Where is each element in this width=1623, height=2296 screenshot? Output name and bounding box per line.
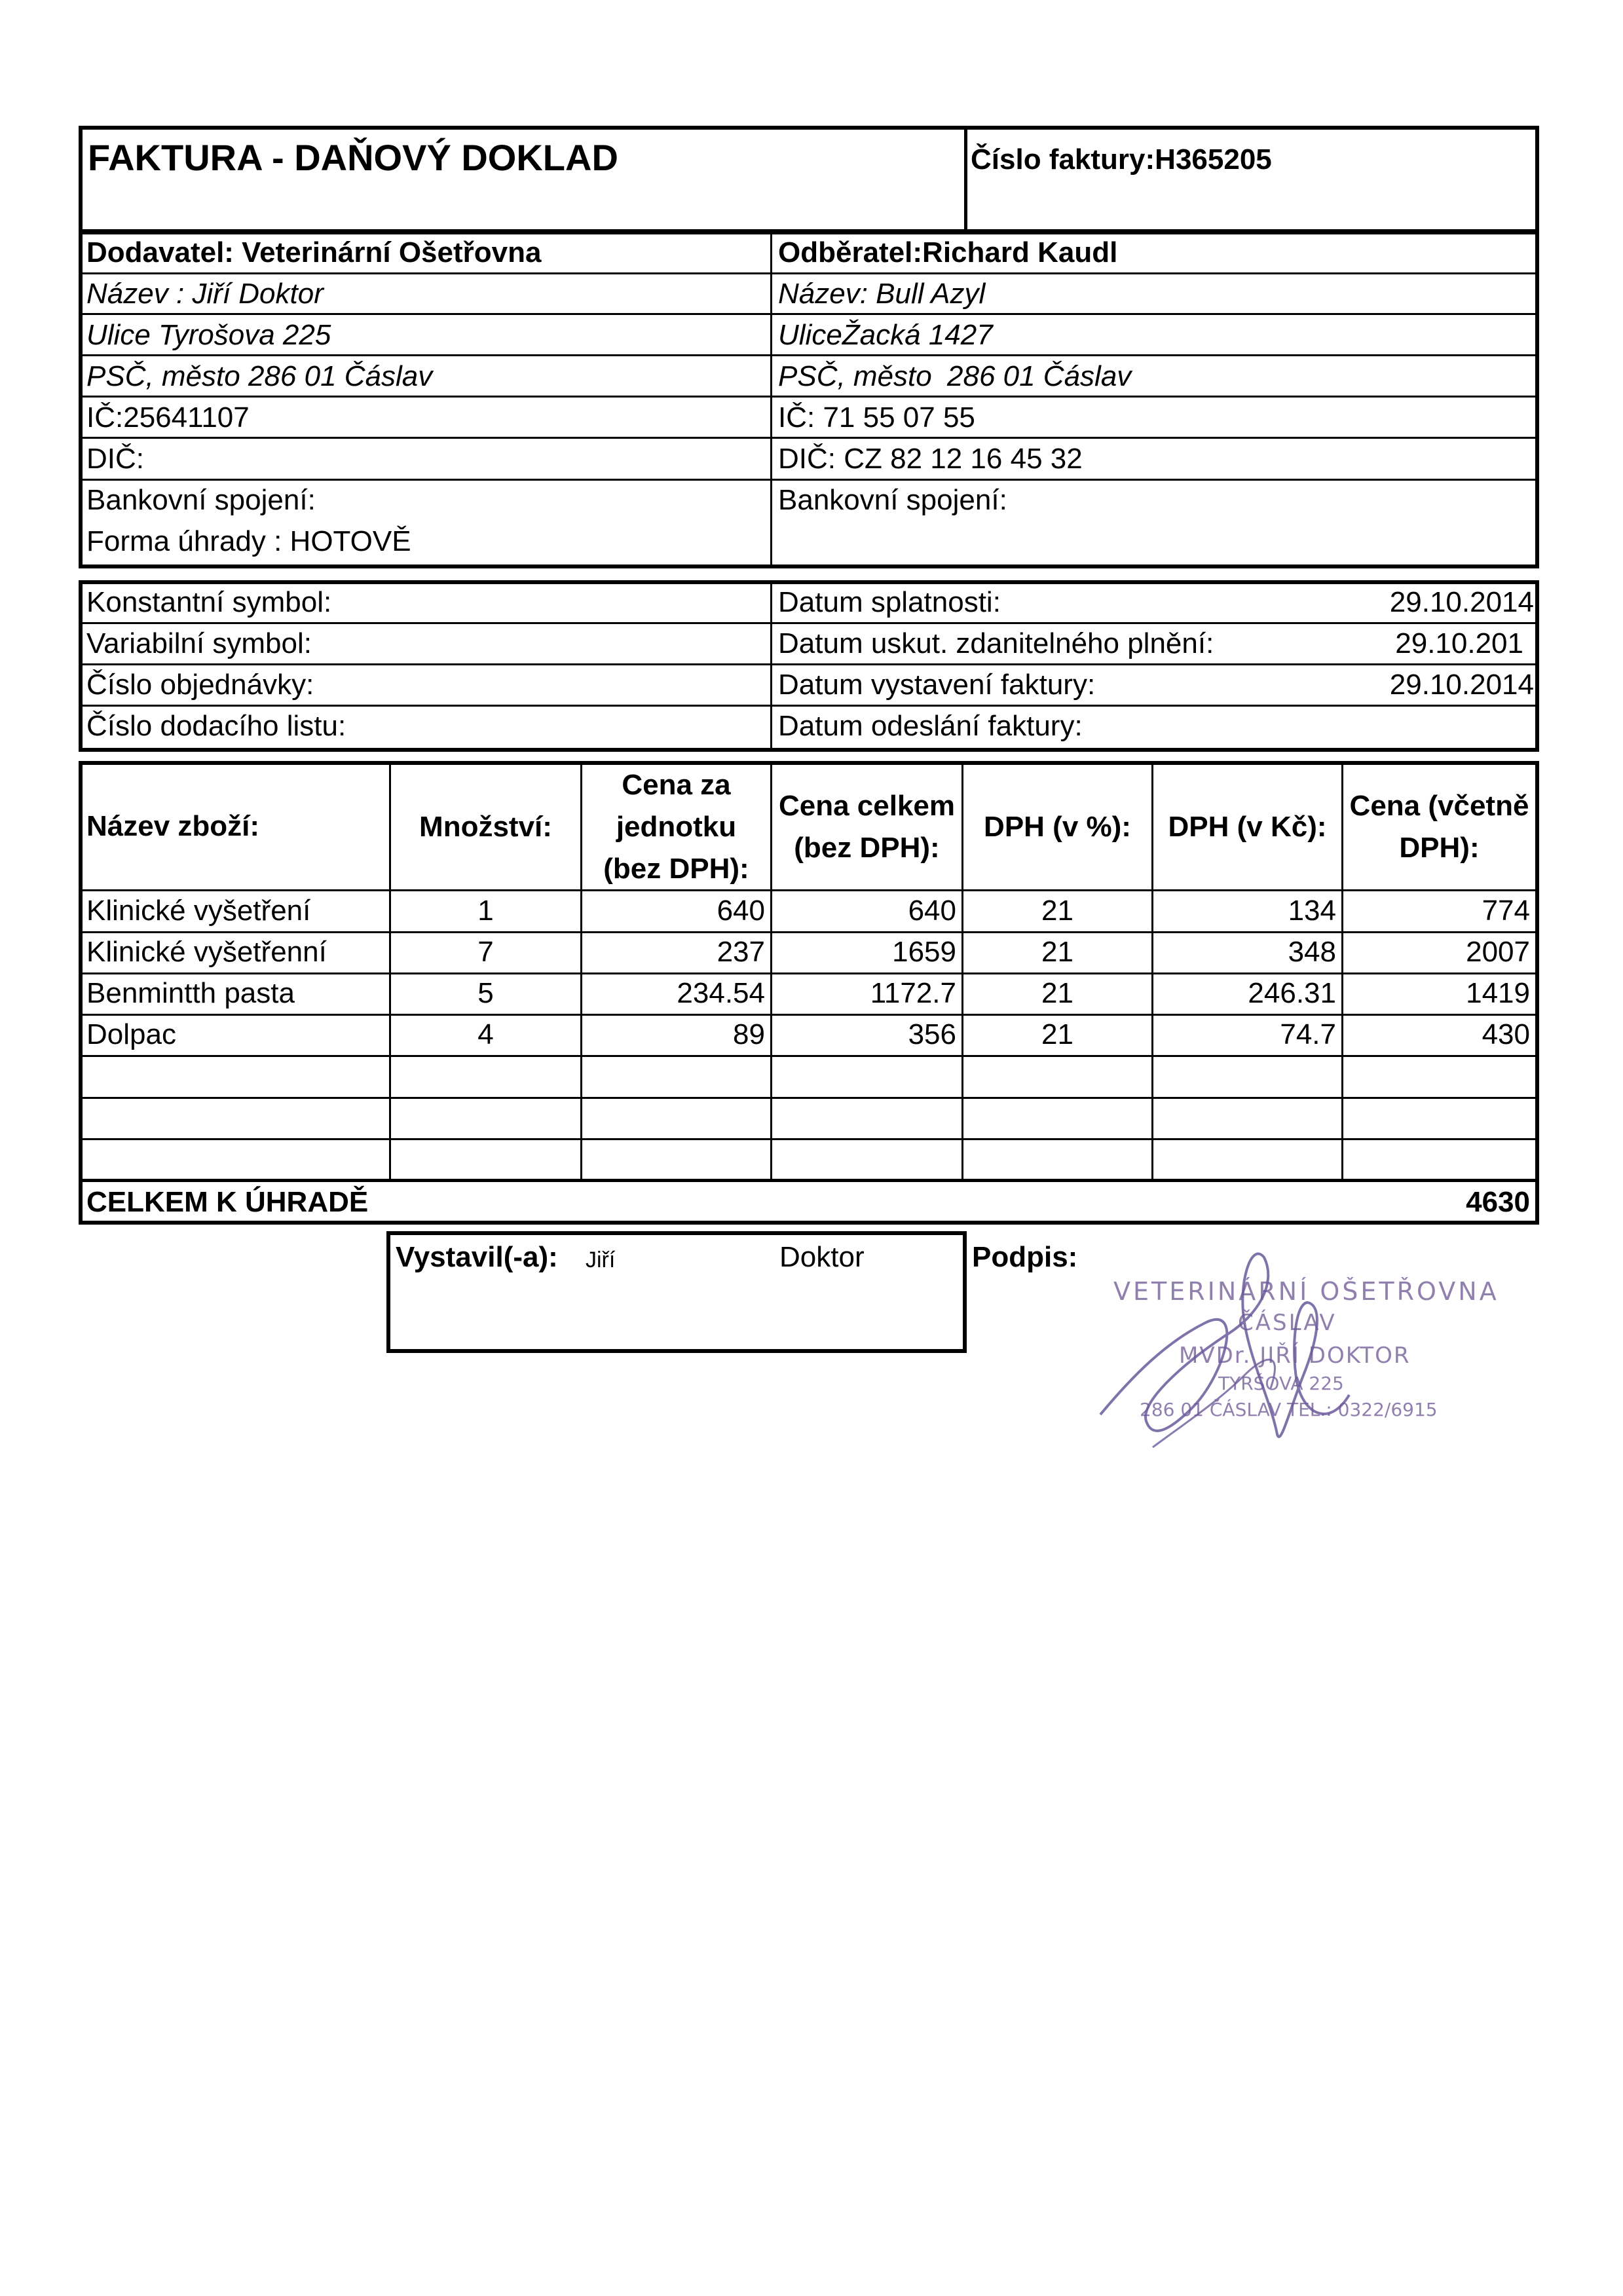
item-total-net: 640 bbox=[908, 895, 956, 927]
total-label: CELKEM K ÚHRADĚ bbox=[86, 1186, 369, 1218]
customer-dic: DIČ: CZ 82 12 16 45 32 bbox=[778, 443, 1083, 475]
supplier-name: Název : Jiří Doktor bbox=[86, 278, 324, 310]
supplier-dic: DIČ: bbox=[86, 443, 144, 475]
item-vat-percent: 21 bbox=[1041, 1018, 1073, 1050]
item-gross: 774 bbox=[1482, 895, 1530, 927]
item-unit-price: 234.54 bbox=[677, 977, 765, 1009]
customer-heading: Odběratel:Richard Kaudl bbox=[778, 236, 1118, 268]
customer-city-value: 286 01 Čáslav bbox=[947, 360, 1132, 392]
due-date-value: 29.10.2014 bbox=[1389, 586, 1534, 618]
item-gross: 2007 bbox=[1466, 936, 1530, 968]
stamp-line-4: TYRŠOVA 225 bbox=[1218, 1373, 1344, 1394]
col-header-name: Název zboží: bbox=[86, 810, 260, 842]
supplier-ic: IČ:25641107 bbox=[86, 401, 250, 434]
col-header-total-net: Cena celkem (bez DPH): bbox=[778, 790, 956, 864]
item-unit-price: 237 bbox=[717, 936, 765, 968]
customer-name: Název: Bull Azyl bbox=[778, 278, 986, 310]
header-divider bbox=[964, 126, 967, 233]
customer-city-label: PSČ, město bbox=[778, 360, 932, 392]
item-name: Klinické vyšetřenní bbox=[86, 936, 327, 968]
stamp-line-5: 286 01 ČÁSLAV TEL.: 0322/6915 bbox=[1140, 1399, 1438, 1420]
item-vat-czk: 74.7 bbox=[1280, 1018, 1336, 1050]
col-header-unit-price: Cena za jednotku (bez DPH): bbox=[603, 769, 749, 885]
signature-scribble bbox=[1074, 1244, 1533, 1467]
issued-by-last-name: Doktor bbox=[779, 1241, 865, 1273]
supplier-city: PSČ, město 286 01 Čáslav bbox=[86, 360, 433, 392]
item-vat-czk: 134 bbox=[1288, 895, 1336, 927]
item-vat-czk: 348 bbox=[1288, 936, 1336, 968]
col-header-gross: Cena (včetně DPH): bbox=[1349, 790, 1529, 864]
invoice-number: Číslo faktury:H365205 bbox=[971, 143, 1272, 176]
stamp-line-1: VETERINÁRNÍ OŠETŘOVNA bbox=[1113, 1277, 1499, 1306]
stamp-line-3: MVDr. JIŘÍ DOKTOR bbox=[1179, 1342, 1411, 1369]
issue-date-label: Datum vystavení faktury: bbox=[778, 669, 1096, 701]
sent-date-label: Datum odeslání faktury: bbox=[778, 710, 1083, 742]
item-name: Benmintth pasta bbox=[86, 977, 295, 1009]
customer-bank: Bankovní spojení: bbox=[778, 484, 1007, 516]
issue-date-value: 29.10.2014 bbox=[1389, 669, 1534, 701]
col-header-vat-czk: DPH (v Kč): bbox=[1168, 811, 1327, 843]
issued-by-label: Vystavil(-a): bbox=[396, 1241, 558, 1273]
col-header-vat-percent: DPH (v %): bbox=[984, 811, 1131, 843]
stamp-line-2: ČÁSLAV bbox=[1238, 1310, 1337, 1336]
constant-symbol-label: Konstantní symbol: bbox=[86, 586, 332, 618]
item-total-net: 1172.7 bbox=[870, 977, 956, 1009]
supplier-payment: Forma úhrady : HOTOVĚ bbox=[86, 525, 411, 557]
parties-divider bbox=[770, 231, 772, 568]
issued-by-first-name: Jiří bbox=[586, 1248, 616, 1272]
due-date-label: Datum splatnosti: bbox=[778, 586, 1001, 618]
taxable-date-label: Datum uskut. zdanitelného plnění: bbox=[778, 627, 1214, 659]
delivery-note-label: Číslo dodacího listu: bbox=[86, 710, 346, 742]
total-value: 4630 bbox=[1466, 1186, 1530, 1218]
stamp bbox=[1074, 1244, 1533, 1467]
item-total-net: 356 bbox=[908, 1018, 956, 1050]
item-qty: 5 bbox=[477, 977, 494, 1009]
item-unit-price: 640 bbox=[717, 895, 765, 927]
signature-label: Podpis: bbox=[972, 1241, 1078, 1273]
item-unit-price: 89 bbox=[733, 1018, 765, 1050]
order-number-label: Číslo objednávky: bbox=[86, 669, 314, 701]
item-name: Dolpac bbox=[86, 1018, 176, 1050]
item-gross: 430 bbox=[1482, 1018, 1530, 1050]
item-vat-czk: 246.31 bbox=[1248, 977, 1336, 1009]
variable-symbol-label: Variabilní symbol: bbox=[86, 627, 312, 659]
item-total-net: 1659 bbox=[892, 936, 956, 968]
item-gross: 1419 bbox=[1466, 977, 1530, 1009]
taxable-date-value: 29.10.201 bbox=[1395, 627, 1523, 659]
item-qty: 4 bbox=[477, 1018, 494, 1050]
col-header-qty: Množství: bbox=[419, 811, 552, 843]
customer-street: UliceŽacká 1427 bbox=[778, 319, 993, 351]
item-name: Klinické vyšetření bbox=[86, 895, 311, 927]
supplier-street: Ulice Tyrošova 225 bbox=[86, 319, 331, 351]
item-qty: 7 bbox=[477, 936, 494, 968]
supplier-bank: Bankovní spojení: bbox=[86, 484, 316, 516]
item-vat-percent: 21 bbox=[1041, 895, 1073, 927]
supplier-heading: Dodavatel: Veterinární Ošetřovna bbox=[86, 236, 542, 268]
invoice-title: FAKTURA - DAŇOVÝ DOKLAD bbox=[88, 137, 618, 178]
customer-ic: IČ: 71 55 07 55 bbox=[778, 401, 975, 434]
item-vat-percent: 21 bbox=[1041, 977, 1073, 1009]
item-vat-percent: 21 bbox=[1041, 936, 1073, 968]
item-qty: 1 bbox=[477, 895, 494, 927]
